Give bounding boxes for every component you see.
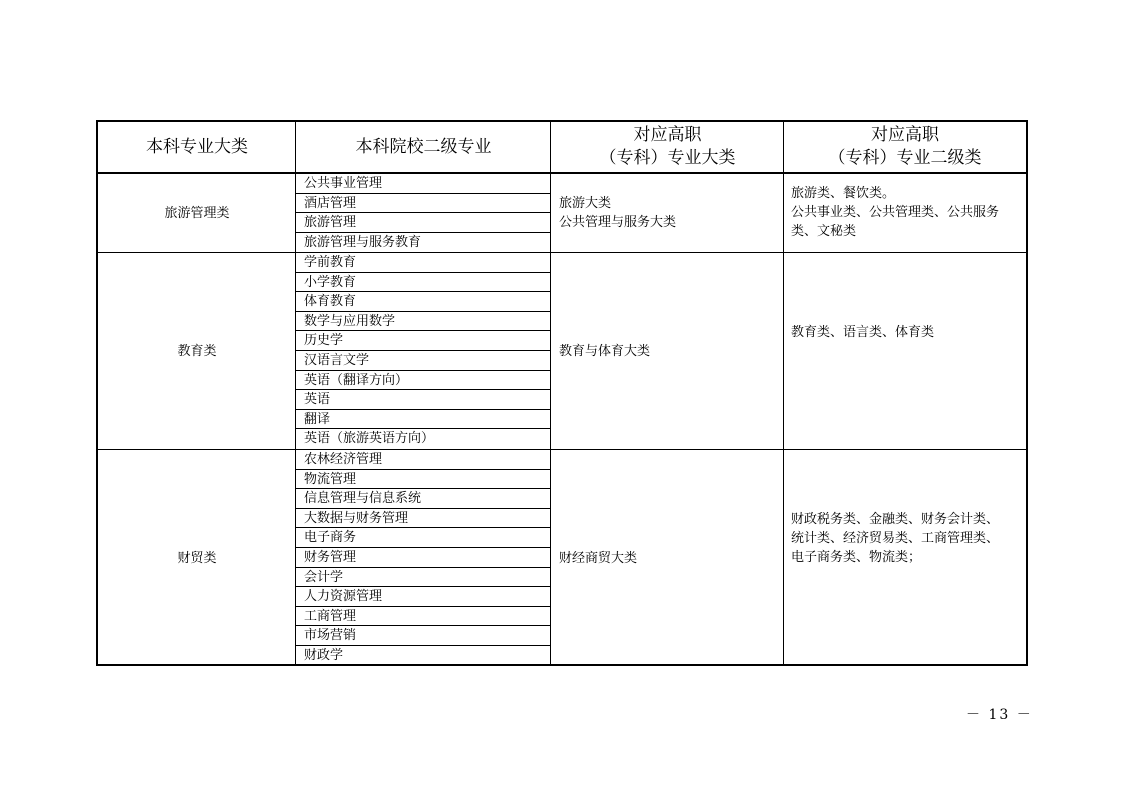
major-row: 电子商务 [296,528,551,548]
major-row: 汉语言文学 [296,351,551,371]
header-vocational-subclass-line1: 对应高职 [871,125,939,145]
header-undergrad-major: 本科院校二级专业 [296,122,551,174]
major-row: 市场营销 [296,626,551,646]
major-row: 旅游管理 [296,213,551,233]
major-row: 工商管理 [296,607,551,627]
group-category: 教育类 [177,343,217,359]
header-vocational-category [551,122,784,174]
group-category: 财贸类 [177,550,217,566]
major-row: 学前教育 [296,253,551,273]
major-row: 农林经济管理 [296,450,551,470]
vocational-category-line: 公共管理与服务大类 [559,215,677,230]
major-row: 英语（旅游英语方向） [304,431,435,447]
major-row: 酒店管理 [296,194,551,214]
major-row: 历史学 [296,331,551,351]
vocational-subclass-line: 财政税务类、金融类、财务会计类、 [791,512,1000,527]
vocational-subclass-line: 旅游类、餐饮类。 [791,186,896,201]
vocational-subclass-line: 公共事业类、公共管理类、公共服务 [791,205,1000,220]
group-category: 旅游管理类 [164,205,230,221]
vocational-subclass-line: 统计类、经济贸易类、工商管理类、 [791,531,1000,546]
group-vocational-subclass: 教育类、语言类、体育类 [791,324,935,340]
group-vocational-category [551,174,784,252]
group-vocational-category: 教育与体育大类 [559,343,651,359]
major-row: 财务管理 [296,548,551,568]
major-row: 小学教育 [296,273,551,293]
group-vocational-subclass [784,180,1026,252]
group-vocational-subclass [784,510,1026,567]
major-row: 物流管理 [296,470,551,490]
page-number: － 13 － [966,707,1033,723]
major-row: 旅游管理与服务教育 [304,234,422,250]
header-vocational-subclass [784,122,1026,174]
major-row: 会计学 [296,568,551,588]
major-row: 大数据与财务管理 [296,509,551,529]
major-row: 体育教育 [296,292,551,312]
header-vocational-category-line2: （专科）专业大类 [599,148,736,168]
header-vocational-category-line1: 对应高职 [633,125,702,145]
vocational-subclass-line: 电子商务类、物流类； [791,550,922,565]
header-undergrad-category: 本科专业大类 [98,122,296,174]
header-vocational-subclass-line2: （专科）专业二级类 [828,148,982,168]
group-vocational-category: 财经商贸大类 [559,550,638,566]
vocational-category-line: 旅游大类 [559,196,612,211]
major-row: 数学与应用数学 [296,312,551,332]
major-row: 公共事业管理 [296,174,551,194]
major-mapping-table [96,120,1028,666]
major-row: 财政学 [304,648,344,663]
vocational-subclass-line: 类、文秘类 [791,224,857,239]
major-row: 人力资源管理 [296,587,551,607]
major-row: 英语 [296,390,551,410]
major-row: 翻译 [296,410,551,430]
major-row: 英语（翻译方向） [296,371,551,391]
major-row: 信息管理与信息系统 [296,489,551,509]
